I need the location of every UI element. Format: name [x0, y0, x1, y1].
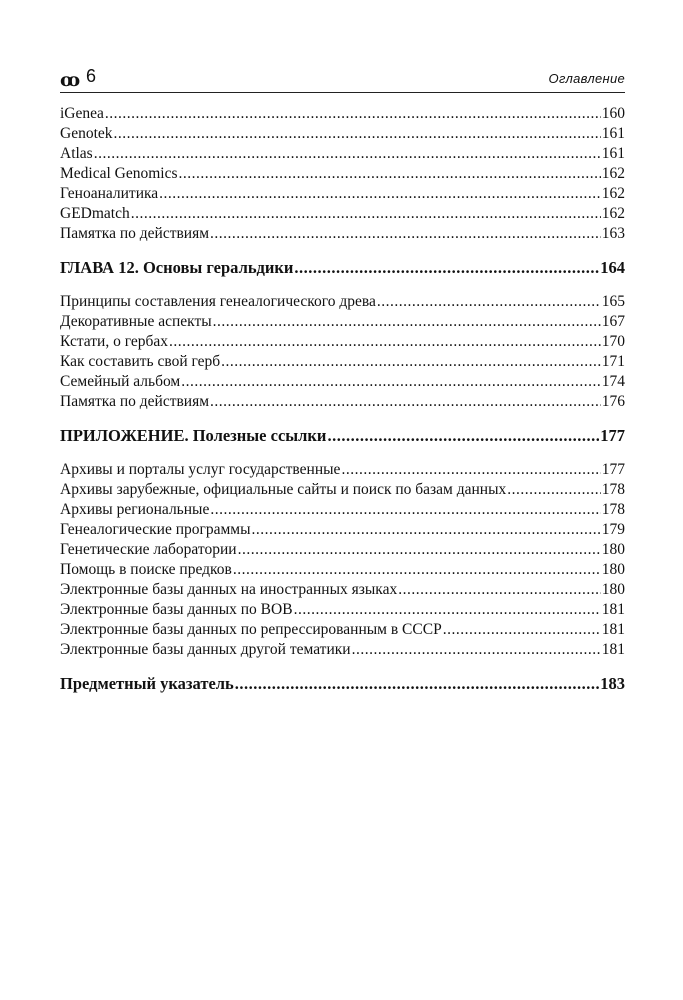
- toc-entry[interactable]: [60, 332, 625, 352]
- toc-entry-title: Декоративные аспекты: [60, 313, 212, 330]
- toc-entry-title: Как составить свой герб: [60, 353, 221, 370]
- toc-entry-title: iGenea: [60, 105, 104, 122]
- toc-entry-title: Архивы и порталы услуг государственные: [60, 461, 341, 478]
- toc-chapter[interactable]: [60, 258, 625, 278]
- running-title: Оглавление: [548, 71, 625, 86]
- table-of-contents: [60, 104, 625, 694]
- toc-entry-title: Atlas: [60, 145, 93, 162]
- leader-dots: [507, 480, 600, 500]
- leader-dots: [94, 144, 601, 164]
- leader-dots: [341, 460, 600, 480]
- leader-dots: [221, 352, 601, 372]
- toc-entry[interactable]: [60, 500, 625, 520]
- leader-dots: [210, 392, 601, 412]
- leader-dots: [213, 312, 601, 332]
- toc-entry-page: 180: [601, 581, 625, 598]
- toc-entry-page: 163: [601, 225, 625, 242]
- toc-entry[interactable]: [60, 292, 625, 312]
- toc-entry-page: 165: [601, 293, 625, 310]
- leader-dots: [352, 640, 601, 660]
- leader-dots: [131, 204, 601, 224]
- leader-dots: [210, 500, 600, 520]
- toc-entry[interactable]: [60, 520, 625, 540]
- toc-entry-title: Архивы региональные: [60, 501, 210, 518]
- page-number: 6: [86, 66, 97, 86]
- toc-entry[interactable]: [60, 224, 625, 244]
- toc-entry[interactable]: [60, 164, 625, 184]
- ornament-icon: ꝏ: [60, 69, 81, 91]
- leader-dots: [105, 104, 601, 124]
- toc-entry[interactable]: [60, 312, 625, 332]
- toc-entry[interactable]: [60, 600, 625, 620]
- toc-entry-title: Архивы зарубежные, официальные сайты и поиск по базам данных: [60, 481, 507, 498]
- toc-entry[interactable]: [60, 184, 625, 204]
- toc-entry-title: Электронные базы данных по ВОВ: [60, 601, 293, 618]
- toc-entry[interactable]: [60, 620, 625, 640]
- leader-dots: [327, 426, 599, 446]
- page-header: [60, 66, 625, 93]
- toc-entry-title: Помощь в поиске предков: [60, 561, 232, 578]
- toc-entry-page: 178: [601, 481, 625, 498]
- toc-entry-page: 170: [601, 333, 625, 350]
- toc-entry[interactable]: [60, 104, 625, 124]
- toc-chapter-page: 164: [600, 258, 625, 277]
- toc-entry[interactable]: [60, 580, 625, 600]
- toc-entry-title: Кстати, о гербах: [60, 333, 169, 350]
- leader-dots: [169, 332, 601, 352]
- leader-dots: [377, 292, 601, 312]
- toc-entry-page: 181: [601, 641, 625, 658]
- toc-entry[interactable]: [60, 144, 625, 164]
- toc-entry[interactable]: [60, 560, 625, 580]
- toc-entry-page: 162: [601, 185, 625, 202]
- leader-dots: [294, 600, 601, 620]
- toc-chapter-page: 177: [600, 426, 625, 445]
- toc-entry-page: 180: [601, 561, 625, 578]
- toc-entry-page: 179: [601, 521, 625, 538]
- toc-entry-page: 161: [601, 145, 625, 162]
- toc-entry-title: GEDmatch: [60, 205, 130, 222]
- leader-dots: [398, 580, 601, 600]
- leader-dots: [443, 620, 601, 640]
- leader-dots: [235, 674, 599, 694]
- toc-entry-title: Электронные базы данных по репрессированным в СССР: [60, 621, 442, 638]
- toc-entry-page: 178: [601, 501, 625, 518]
- toc-entry-page: 176: [601, 393, 625, 410]
- leader-dots: [114, 124, 601, 144]
- toc-entry-page: 171: [601, 353, 625, 370]
- toc-entry-title: Электронные базы данных другой тематики: [60, 641, 351, 658]
- toc-entry-page: 160: [601, 105, 625, 122]
- leader-dots: [181, 372, 601, 392]
- toc-entry-title: Памятка по действиям: [60, 225, 210, 242]
- toc-entry-title: Genotek: [60, 125, 113, 142]
- toc-entry[interactable]: [60, 352, 625, 372]
- leader-dots: [233, 560, 601, 580]
- toc-entry[interactable]: [60, 124, 625, 144]
- toc-chapter-title: ГЛАВА 12. Основы геральдики: [60, 258, 294, 277]
- toc-entry-page: 181: [601, 601, 625, 618]
- toc-entry-title: Геноаналитика: [60, 185, 159, 202]
- leader-dots: [252, 520, 601, 540]
- toc-entry-title: Генеалогические программы: [60, 521, 251, 538]
- toc-chapter[interactable]: [60, 674, 625, 694]
- toc-entry-title: Medical Genomics: [60, 165, 178, 182]
- toc-entry-page: 180: [601, 541, 625, 558]
- toc-entry-page: 167: [601, 313, 625, 330]
- toc-entry[interactable]: [60, 540, 625, 560]
- toc-entry-title: Генетические лаборатории: [60, 541, 237, 558]
- toc-entry-page: 181: [601, 621, 625, 638]
- toc-entry[interactable]: [60, 392, 625, 412]
- toc-entry[interactable]: [60, 640, 625, 660]
- toc-entry-title: Памятка по действиям: [60, 393, 210, 410]
- toc-entry-title: Семейный альбом: [60, 373, 181, 390]
- toc-chapter-title: ПРИЛОЖЕНИЕ. Полезные ссылки: [60, 426, 327, 445]
- toc-entry-page: 177: [601, 461, 625, 478]
- leader-dots: [294, 258, 599, 278]
- toc-chapter[interactable]: [60, 426, 625, 446]
- toc-entry-page: 162: [601, 205, 625, 222]
- toc-entry-page: 161: [601, 125, 625, 142]
- leader-dots: [210, 224, 601, 244]
- toc-entry-page: 174: [601, 373, 625, 390]
- leader-dots: [179, 164, 601, 184]
- toc-entry[interactable]: [60, 460, 625, 480]
- toc-entry-title: Принципы составления генеалогического древа: [60, 293, 376, 310]
- toc-entry-page: 162: [601, 165, 625, 182]
- leader-dots: [238, 540, 601, 560]
- toc-entry-title: Электронные базы данных на иностранных языках: [60, 581, 398, 598]
- toc-entry[interactable]: [60, 372, 625, 392]
- toc-entry[interactable]: [60, 480, 625, 500]
- leader-dots: [159, 184, 601, 204]
- toc-chapter-title: Предметный указатель: [60, 674, 234, 693]
- toc-chapter-page: 183: [600, 674, 625, 693]
- toc-entry[interactable]: [60, 204, 625, 224]
